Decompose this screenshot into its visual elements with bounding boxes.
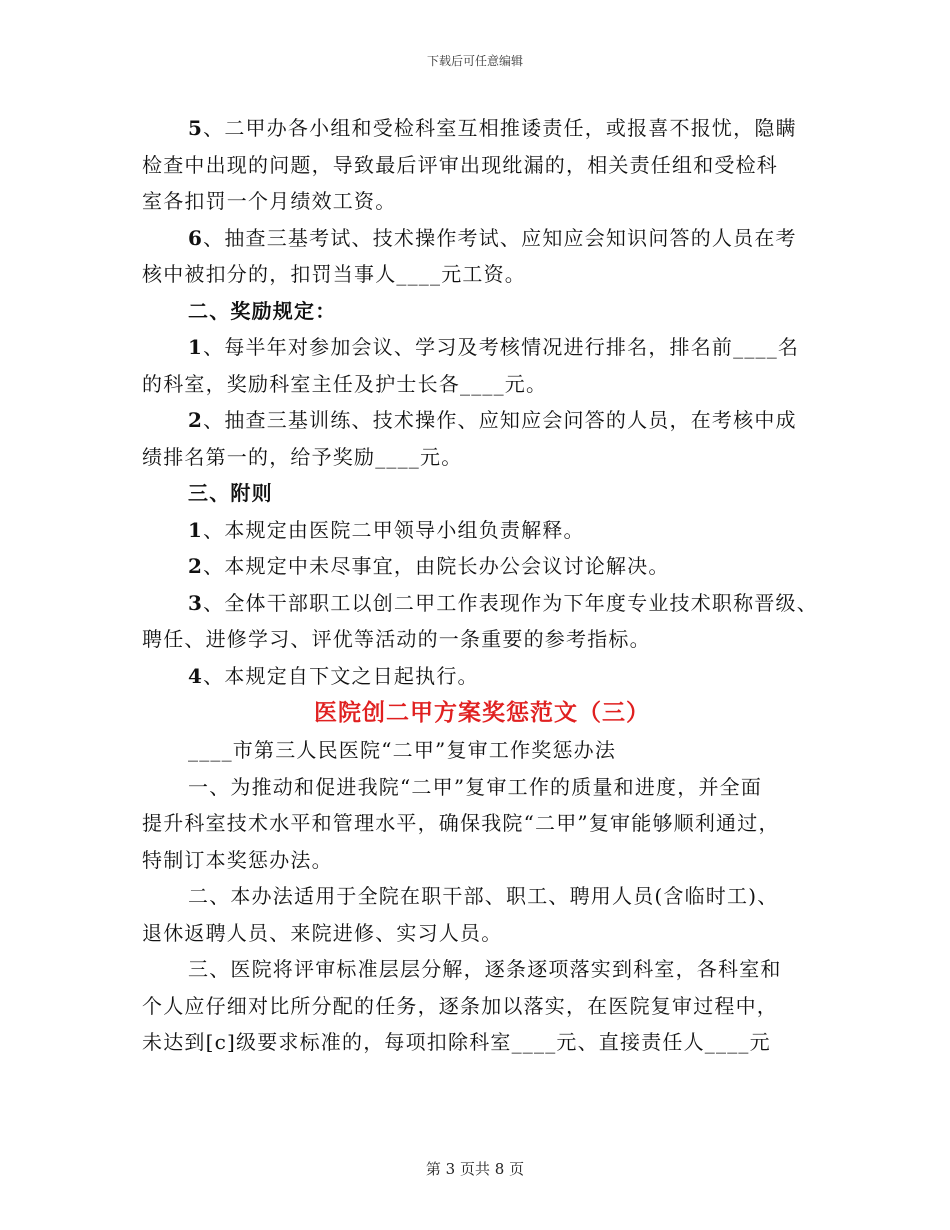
item-number: 3	[188, 590, 204, 615]
line-text: 、每半年对参加会议、学习及考核情况进行排名，排名前____名	[203, 335, 800, 359]
paragraph-line	[142, 621, 822, 658]
item-number: 1	[188, 517, 204, 542]
line-text: 提升科室技术水平和管理水平，确保我院“二甲”复审能够顺利通过，	[142, 811, 780, 835]
paragraph-line	[142, 110, 822, 147]
paragraph-line	[142, 548, 822, 585]
heading-text: 二、奖励规定：	[188, 298, 337, 323]
paragraph-line	[142, 988, 822, 1025]
paragraph-line	[142, 402, 822, 439]
item-number: 1	[188, 335, 204, 359]
paragraph-line	[142, 512, 822, 549]
heading-text: 三、附则	[188, 481, 273, 505]
paragraph-line	[142, 439, 822, 476]
paragraph-line	[142, 366, 822, 403]
paragraph-line	[142, 769, 822, 806]
paragraph-line	[142, 220, 822, 257]
line-text: 室各扣罚一个月绩效工资。	[142, 189, 397, 213]
item-number: 5	[188, 116, 204, 140]
paragraph-line	[142, 585, 822, 622]
line-text: 聘任、进修学习、评优等活动的一条重要的参考指标。	[142, 627, 651, 651]
line-text: 、抽查三基考试、技术操作考试、应知应会知识问答的人员在考	[203, 225, 797, 250]
line-text: ____市第三人民医院“二甲”复审工作奖惩办法	[188, 738, 617, 762]
line-text: 、本规定自下文之日起执行。	[203, 663, 479, 688]
line-text: 绩排名第一的，给予奖励____元。	[142, 444, 463, 469]
section-title: 医院创二甲方案奖惩范文（三）	[314, 699, 650, 726]
paragraph-line	[142, 147, 822, 184]
paragraph-line	[142, 1024, 822, 1061]
line-text: 未达到[c]级要求标准的，每项扣除科室____元、直接责任人____元	[142, 1030, 771, 1054]
item-number: 2	[188, 408, 204, 432]
line-text: 核中被扣分的，扣罚当事人____元工资。	[142, 262, 526, 286]
item-number: 4	[188, 663, 204, 688]
paragraph-line	[142, 951, 822, 988]
paragraph-line	[142, 658, 822, 695]
line-text: 、抽查三基训练、技术操作、应知应会问答的人员，在考核中成	[203, 408, 797, 432]
subsection-heading	[142, 293, 822, 330]
item-number: 2	[188, 554, 204, 578]
paragraph-line	[142, 842, 822, 879]
line-text: 三、医院将评审标准层层分解，逐条逐项落实到科室，各科室和	[188, 957, 782, 981]
paragraph-line	[142, 329, 822, 366]
page-header: 下载后可任意编辑	[426, 54, 523, 68]
line-text: 、本规定由医院二甲领导小组负责解释。	[203, 517, 585, 542]
item-number: 6	[188, 225, 204, 250]
line-text: 、本规定中未尽事宜，由院长办公会议讨论解决。	[203, 554, 670, 578]
line-text: 的科室，奖励科室主任及护士长各____元。	[142, 371, 548, 396]
line-text: 检查中出现的问题，导致最后评审出现纰漏的，相关责任组和受检科	[142, 152, 778, 177]
line-text: 退休返聘人员、来院进修、实习人员。	[142, 920, 503, 945]
document-body	[142, 110, 822, 1061]
line-text: 、全体干部职工以创二甲工作表现作为下年度专业技术职称晋级、	[203, 590, 818, 615]
line-text: 一、为推动和促进我院“二甲”复审工作的质量和进度，并全面	[188, 774, 763, 799]
paragraph-line	[142, 915, 822, 952]
paragraph-line	[142, 256, 822, 293]
subsection-heading	[142, 475, 822, 512]
line-text: 个人应仔细对比所分配的任务，逐条加以落实，在医院复审过程中，	[142, 993, 778, 1018]
paragraph-line	[142, 805, 822, 842]
line-text: 特制订本奖惩办法。	[142, 847, 333, 872]
paragraph-line	[142, 183, 822, 220]
line-text: 二、本办法适用于全院在职干部、职工、聘用人员(含临时工)、	[188, 884, 779, 908]
page-footer: 第 3 页共 8 页	[425, 1160, 525, 1178]
line-text: 、二甲办各小组和受检科室互相推诿责任，或报喜不报忧，隐瞒	[203, 116, 797, 140]
paragraph-line	[142, 878, 822, 915]
paragraph-line	[142, 732, 822, 769]
